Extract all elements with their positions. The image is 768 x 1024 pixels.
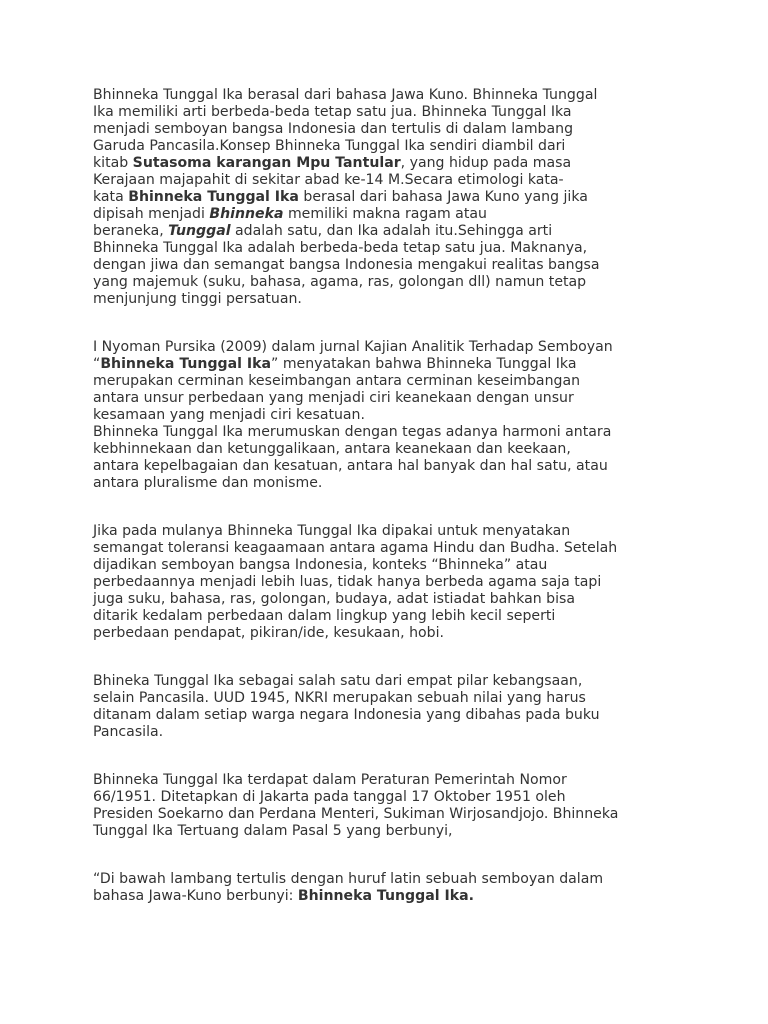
bold-bhinneka-tunggal-ika-quote: Bhinneka Tunggal Ika (100, 356, 272, 372)
bold-italic-bhinneka: Bhinneka (209, 206, 284, 222)
paragraph-peraturan: Bhinneka Tunggal Ika terdapat dalam Peraturan Pemerintah Nomor 66/1951. Ditetapkan di Jakarta pada tanggal 17 Oktober 1951 oleh Presiden Soekarno dan Perdana Menteri, Sukiman Wirjosandjojo. Bhinneka Tunggal Ika Tertuang dalam Pasal 5 yang berbunyi, (93, 772, 619, 839)
bold-bhinneka-tunggal-ika: Bhinneka Tunggal Ika (128, 189, 299, 205)
bold-bhinneka-tunggal-ika-final: Bhinneka Tunggal Ika. (297, 888, 474, 904)
paragraph-origin: Bhinneka Tunggal Ika berasal dari bahasa Jawa Kuno. Bhinneka Tunggal Ika memiliki arti berbeda-beda tetap satu jua. Bhinneka Tunggal Ika menjadi semboyan bangsa Indonesia dan tertulis di dalam lambang Garuda Pancasila.Konsep Bhinneka Tunggal Ika sendiri diambil dari kitab Sutasoma karangan Mpu Tantular, yang hidup pada masa Kerajaan majapahit di sekitar abad ke-14 M.Secara etimologi kata- kata Bhinneka Tunggal Ika berasal dari bahasa Jawa Kuno yang jika dipisah menjadi Bhinneka memiliki makna ragam atau beraneka, Tunggal adalah satu, dan Ika adalah itu.Sehingga arti Bhinneka Tunggal Ika adalah berbeda-beda tetap satu jua. Maknanya, dengan jiwa dan semangat bangsa Indonesia mengakui realitas bangsa yang majemuk (suku, bahasa, agama, ras, golongan dll) namun tetap menjunjung tinggi persatuan. (93, 87, 600, 307)
paragraph-harmoni: Bhinneka Tunggal Ika merumuskan dengan tegas adanya harmoni antara kebhinnekaan dan ketunggalikaan, antara keanekaan dan keekaan, antara kepelbagaian dan kesatuan, antara hal banyak dan hal satu, atau antara pluralisme dan monisme. (93, 424, 612, 491)
paragraph-empat-pilar: Bhineka Tunggal Ika sebagai salah satu dari empat pilar kebangsaan, selain Pancasila. UUD 1945, NKRI merupakan sebuah nilai yang harus ditanam dalam setiap warga negara Indonesia yang dibahas pada buku Pancasila. (93, 673, 600, 740)
paragraph-pursika: I Nyoman Pursika (2009) dalam jurnal Kajian Analitik Terhadap Semboyan “Bhinneka Tunggal Ika” menyatakan bahwa Bhinneka Tunggal Ika merupakan cerminan keseimbangan antara cerminan keseimbangan antara unsur perbedaan yang menjadi ciri keanekaan dengan unsur kesamaan yang menjadi ciri kesatuan. (93, 339, 613, 423)
bold-italic-tunggal: Tunggal (168, 223, 231, 239)
paragraph-toleransi: Jika pada mulanya Bhinneka Tunggal Ika dipakai untuk menyatakan semangat toleransi keagaamaan antara agama Hindu dan Budha. Setelah dijadikan semboyan bangsa Indonesia, konteks “Bhinneka” atau perbedaannya menjadi lebih luas, tidak hanya berbeda agama saja tapi juga suku, bahasa, ras, golongan, budaya, adat istiadat bahkan bisa ditarik kedalam perbedaan dalam lingkup yang lebih kecil seperti perbedaan pendapat, pikiran/ide, kesukaan, hobi. (93, 523, 618, 641)
bold-sutasoma: Sutasoma karangan Mpu Tantular (132, 155, 401, 171)
paragraph-pasal-5: “Di bawah lambang tertulis dengan huruf latin sebuah semboyan dalam bahasa Jawa-Kuno berbunyi: Bhinneka Tunggal Ika. (93, 871, 604, 904)
document-page (93, 87, 683, 936)
